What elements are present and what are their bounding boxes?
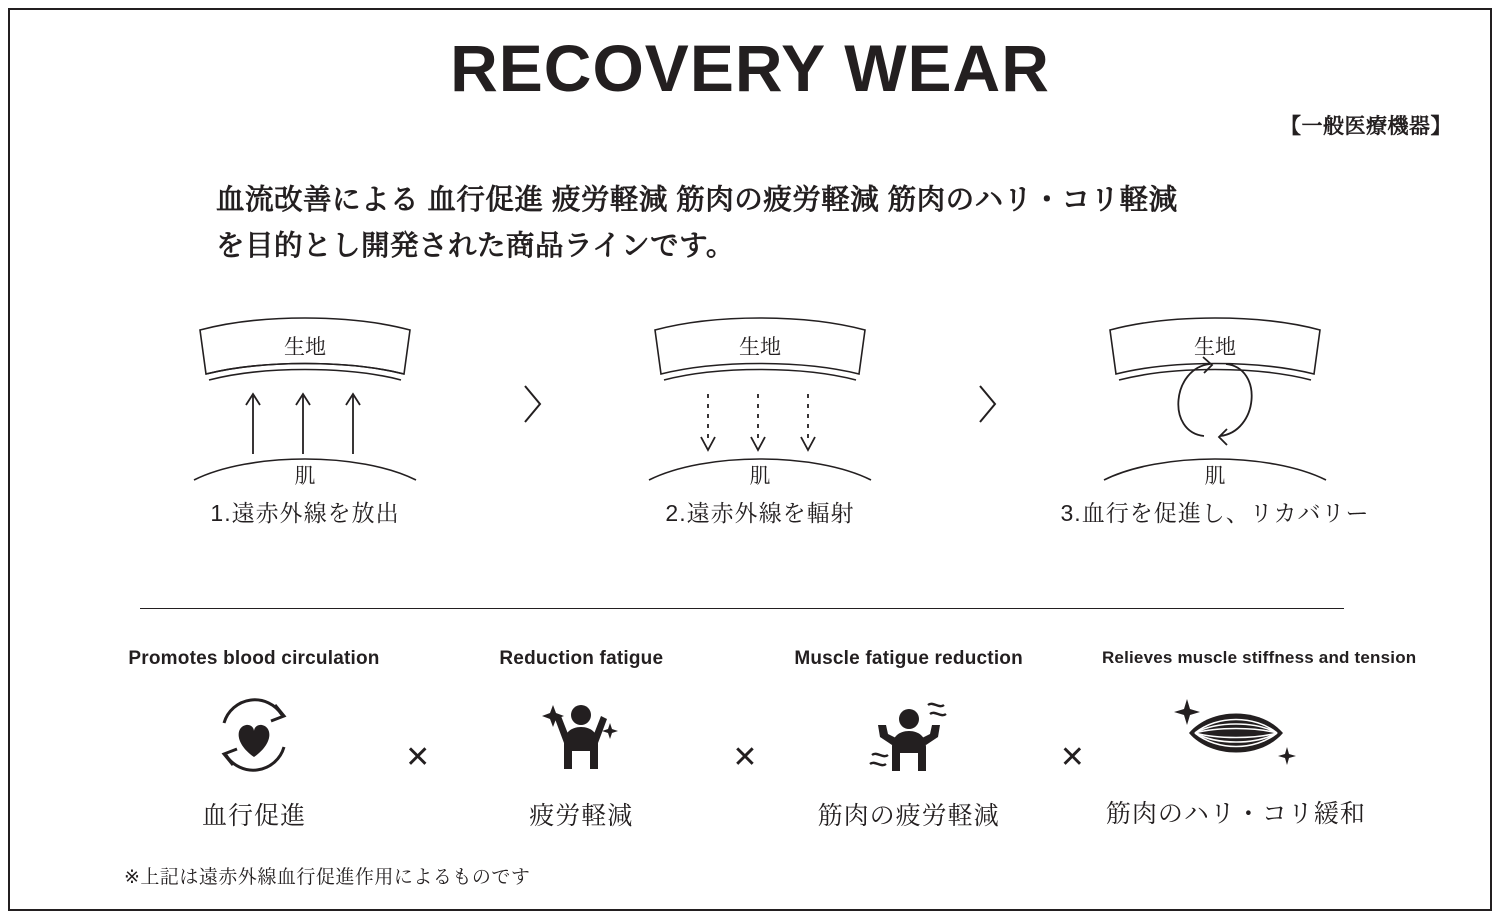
benefit-muscle-stiffness [1101,648,1417,830]
benefit-separator-3: ✕ [1059,741,1085,774]
benefit-1-en: Promotes blood circulation [128,648,380,669]
svg-text:生地: 生地 [284,336,326,359]
lead-line-1: 血流改善による 血行促進 疲労軽減 筋肉の疲労軽減 筋肉のハリ・コリ軽減 [216,184,1178,216]
person-flexing-icon-glyph [854,685,964,785]
benefits-row [120,648,1417,832]
benefit-2-en: Reduction fatigue [499,648,664,669]
step-3-illustration [1050,312,1380,487]
step-1 [140,312,470,528]
benefit-reduction-fatigue [447,648,715,832]
benefit-1-jp: 血行促進 [201,802,306,830]
svg-text:生地: 生地 [739,336,781,359]
page-title: RECOVERY WEAR [450,31,1050,105]
footnote: ※上記は遠赤外線血行促進作用によるものです [124,867,531,888]
step-2-caption: 2.遠赤外線を輻射 [665,500,855,526]
person-arms-up-icon-glyph [531,685,631,785]
chevron-right-icon [520,382,546,426]
benefit-4-en: Relieves muscle stiffness and tension [1101,648,1417,667]
chevron-right-icon [975,382,1001,426]
person-arms-up-icon [447,680,715,790]
far-infrared-radiate-diagram [645,312,875,487]
svg-text:肌: 肌 [749,465,771,487]
step-3-caption: 3.血行を促進し、リカバリー [1060,500,1370,526]
step-2-illustration [595,312,925,487]
benefit-separator-2: ✕ [732,741,758,774]
heart-circulation-icon [120,680,388,790]
svg-text:肌: 肌 [1204,465,1226,487]
heart-circulation-icon-glyph [204,685,304,785]
person-flexing-icon [775,680,1043,790]
section-divider [140,608,1344,609]
far-infrared-emit-diagram [190,312,420,487]
step-separator-2 [968,382,1008,431]
step-1-caption: 1.遠赤外線を放出 [210,500,400,526]
benefit-3-en: Muscle fatigue reduction [794,648,1023,669]
benefit-blood-circulation [120,648,388,832]
step-2 [595,312,925,528]
svg-text:生地: 生地 [1194,336,1236,359]
benefit-muscle-fatigue [775,648,1043,832]
step-1-illustration [140,312,470,487]
mechanism-steps [140,312,1380,557]
lead-paragraph [216,178,1336,269]
muscle-fiber-icon-glyph [1171,683,1301,783]
medical-device-badge: 【一般医療機器】 [1280,115,1452,138]
benefit-4-jp: 筋肉のハリ・コリ緩和 [1105,800,1366,828]
lead-line-2: を目的とし開発された商品ラインです。 [216,229,735,262]
muscle-fiber-icon [1102,678,1370,788]
benefit-2-jp: 疲労軽減 [529,802,634,830]
blood-circulation-diagram [1100,312,1330,487]
benefit-3-jp: 筋肉の疲労軽減 [817,802,1000,830]
benefit-separator-1: ✕ [405,741,431,774]
step-3 [1050,312,1380,528]
svg-text:肌: 肌 [294,465,316,487]
step-separator-1 [513,382,553,431]
